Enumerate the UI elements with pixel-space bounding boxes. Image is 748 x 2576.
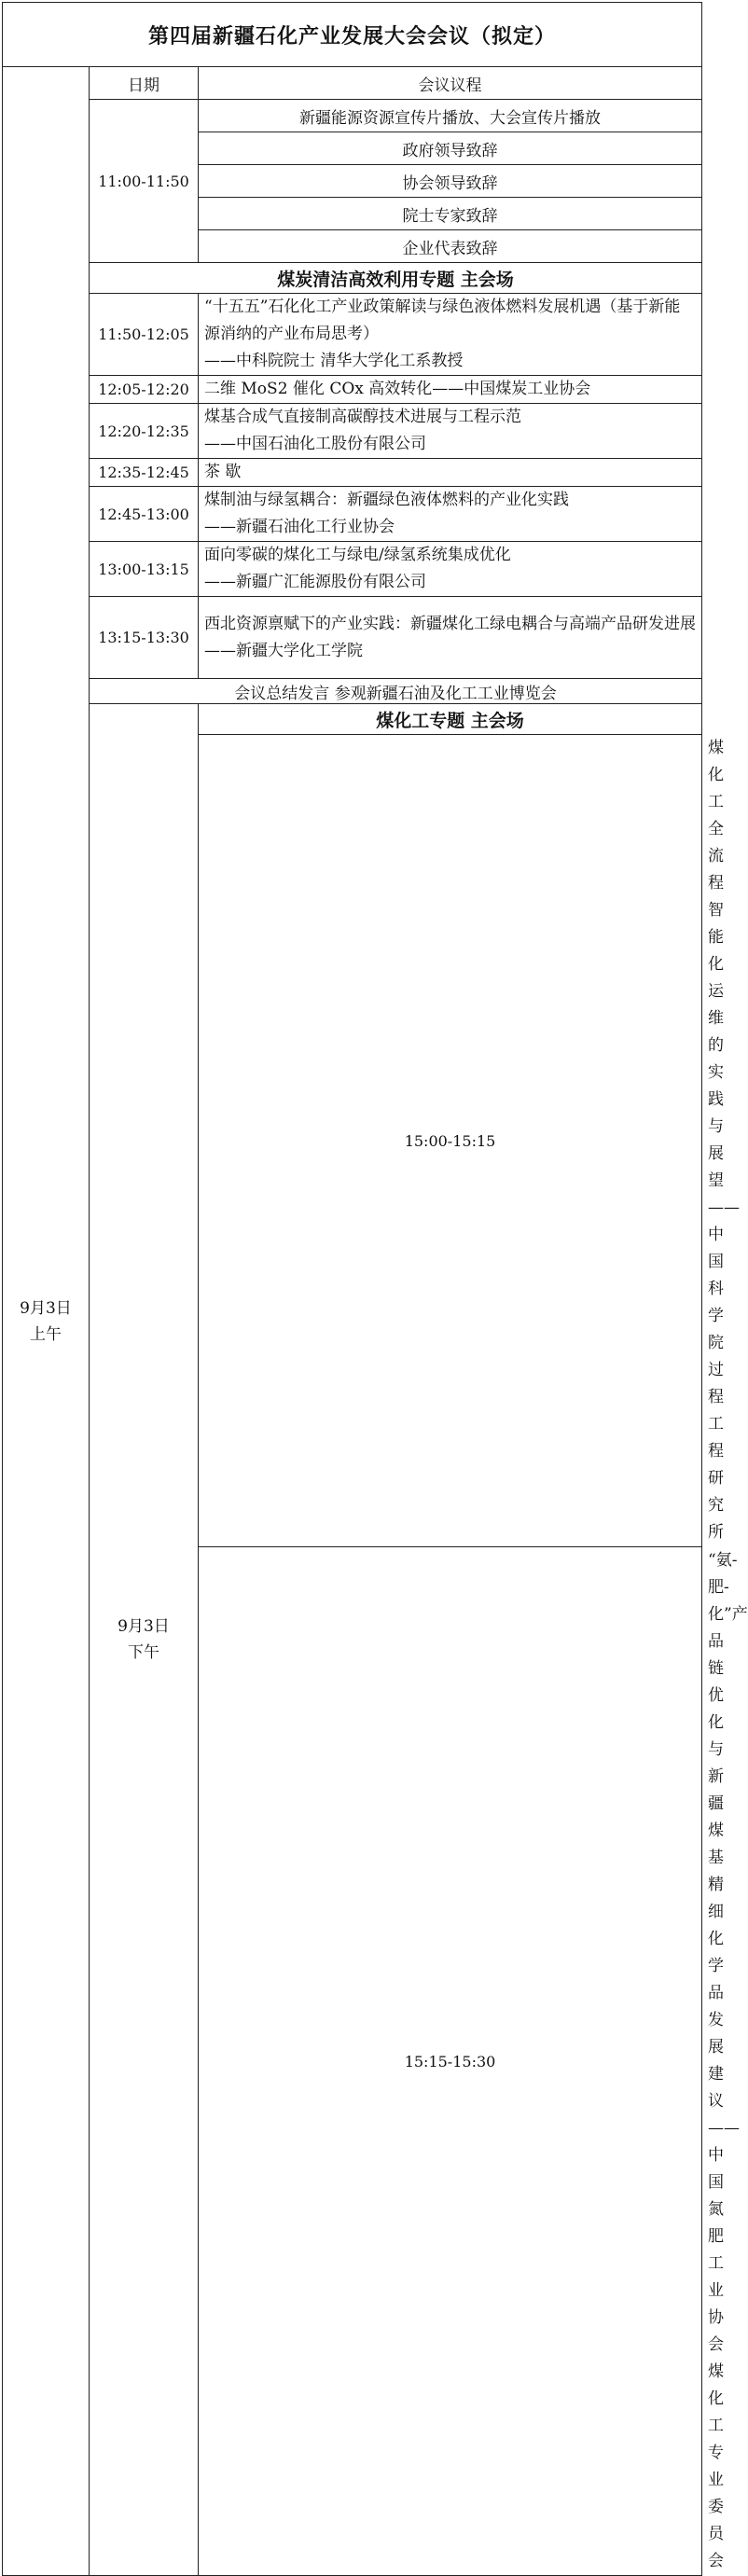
opening-item: 协会领导致辞 — [199, 165, 702, 198]
opening-item: 新疆能源资源宣传片播放、大会宣传片播放 — [199, 100, 702, 132]
closing-remarks: 会议总结发言 参观新疆石油及化工工业博览会 — [90, 679, 702, 704]
session-title: 煤制油与绿氢耦合：新疆绿色液体燃料的产业化实践 — [204, 491, 569, 509]
day-afternoon-period: 下午 — [128, 1643, 159, 1662]
day-afternoon — [90, 704, 199, 2576]
session-topic — [199, 542, 702, 597]
session-title: 二维 MoS2 催化 COx 高效转化——中国煤炭工业协会 — [199, 376, 702, 404]
session-speaker: ——中科院院士 清华大学化工系教授 — [204, 352, 464, 370]
header-agenda: 会议议程 — [199, 67, 702, 100]
section-title-coal-clean: 煤炭清洁高效利用专题 主会场 — [90, 263, 702, 294]
opening-item: 政府领导致辞 — [199, 132, 702, 165]
session-time: 12:45-13:00 — [90, 487, 199, 542]
tea-break: 茶 歇 — [199, 459, 702, 487]
session-time: 13:15-13:30 — [90, 597, 199, 679]
opening-time: 11:00-11:50 — [90, 100, 199, 263]
session-time: 13:00-13:15 — [90, 542, 199, 597]
session-title: “十五五”石化化工产业政策解读与绿色液体燃料发展机遇（基于新能源消纳的产业布局思考） — [204, 298, 681, 343]
agenda-table: 第四届新疆石化产业发展大会会议（拟定） 9月3日 上午 日期 会议议程 11:00-11:50 新疆能源资源宣传片播放、大会宣传片播放 政府领导致辞 协会领导致辞 院士专家致辞 企业代表致辞 煤炭清洁高效利用专题 主会场 11:50-12:05 “十五五”石化化工产业政策解读与绿色液体燃料发展机遇（基于新能源消纳的产业布局思考） ——中科院院士 清华大学化工系教授 12:05-12:20 二维 MoS2 催化 COx 高效转化——中国煤炭工业协会 12:20-12:35 煤基合成气直接制高碳醇技术进展与工程示范 ——中国石油化工股份有限公司 12:35-12:45 茶 歇 12:45-13:00 煤制油与绿氢耦合：新疆绿色液体燃料的产业化实践 ——新疆石油化工行业协会 13:00-13:15 面向零碳的煤化工与绿电/绿氢系统集成优化 ——新疆广汇能源股份有限公司 13:15-13:30 西北资源禀赋下的产业实践：新疆煤化工绿电耦合与高端产品研发进展 ——新疆大学化工学院 会议总结发言 参观新疆石油及化工工业博览会 9月3日 下午 煤化工专题 主会场 15:00-15:15 煤化工全流程智能化运维的实践与展望 ——中国科学院过程工程研究所 15:15-15:30 “氨-肥-化”产品链优化与新疆煤基精细化学品发展建议 ——中国氮肥工业协会煤化工专业委员会 — [2, 2, 702, 2576]
opening-item: 院士专家致辞 — [199, 198, 702, 230]
session-time: 12:35-12:45 — [90, 459, 199, 487]
opening-item: 企业代表致辞 — [199, 230, 702, 263]
document-title: 第四届新疆石化产业发展大会会议（拟定） — [3, 3, 702, 67]
session-speaker: ——新疆石油化工行业协会 — [204, 518, 395, 536]
section-title-coal-chemical: 煤化工专题 主会场 — [199, 704, 702, 735]
day-morning-date: 9月3日 — [20, 1298, 72, 1318]
day-afternoon-date: 9月3日 — [118, 1617, 170, 1636]
header-date: 日期 — [90, 67, 199, 100]
session-time: 15:15-15:30 — [199, 1547, 702, 2576]
session-time: 12:20-12:35 — [90, 404, 199, 459]
session-speaker: ——新疆广汇能源股份有限公司 — [204, 573, 426, 591]
session-title: 西北资源禀赋下的产业实践：新疆煤化工绿电耦合与高端产品研发进展 — [204, 614, 696, 633]
session-time: 11:50-12:05 — [90, 294, 199, 376]
session-speaker: ——新疆大学化工学院 — [204, 641, 363, 660]
day-morning-period: 上午 — [30, 1324, 62, 1344]
session-time: 15:00-15:15 — [199, 735, 702, 1547]
session-title: 面向零碳的煤化工与绿电/绿氢系统集成优化 — [204, 546, 511, 564]
session-topic — [199, 487, 702, 542]
session-time: 12:05-12:20 — [90, 376, 199, 404]
session-title: 煤基合成气直接制高碳醇技术进展与工程示范 — [204, 408, 521, 426]
session-topic — [199, 294, 702, 376]
session-topic — [199, 597, 702, 679]
session-topic — [199, 404, 702, 459]
session-speaker: ——中国石油化工股份有限公司 — [204, 435, 426, 453]
day-morning — [3, 67, 90, 2576]
